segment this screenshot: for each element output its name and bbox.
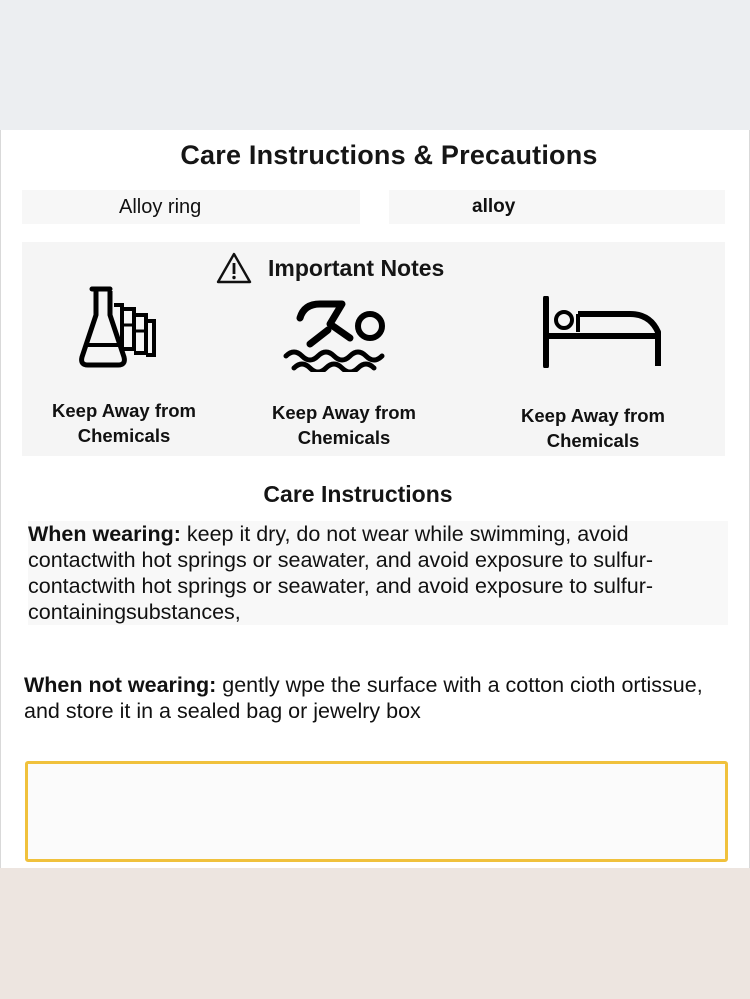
when-not-wearing-paragraph — [24, 672, 744, 724]
care-instructions-heading: Care Instructions — [263, 481, 453, 507]
when-wearing-paragraph — [28, 521, 728, 625]
chemical-flask-icon — [78, 285, 162, 371]
top-background — [0, 0, 750, 130]
when-wearing-text: keep it dry, do not wear while swimming, avoid contactwith hot springs or seawater, and avoid exposure to sulfur-contactwith hot springs or seawater, and avoid exposure to sulfur-containingsubstances, — [28, 522, 654, 624]
bed-icon — [540, 296, 664, 368]
warning-icon — [216, 251, 252, 285]
when-not-wearing-label: When not wearing: — [24, 673, 217, 697]
swimming-icon — [280, 294, 394, 372]
page-title: Care Instructions & Precautions — [180, 140, 598, 170]
note-caption-chemicals: Keep Away from Chemicals — [52, 400, 196, 446]
material-box — [389, 190, 725, 224]
important-notes-label: Important Notes — [268, 254, 445, 281]
material-value: alloy — [472, 196, 516, 217]
empty-highlight-box — [25, 761, 728, 862]
material-name-box — [22, 190, 360, 224]
when-not-wearing-text: gently wpe the surface with a cotton cioth ortissue, and store it in a sealed bag or jewelry box — [24, 673, 703, 723]
when-wearing-label: When wearing: — [28, 522, 181, 546]
note-caption-sleeping: Keep Away from Chemicals — [521, 405, 665, 451]
important-notes-heading — [216, 250, 444, 286]
material-name: Alloy ring — [119, 196, 202, 218]
bottom-background — [0, 868, 750, 999]
note-caption-swimming: Keep Away from Chemicals — [272, 402, 416, 448]
